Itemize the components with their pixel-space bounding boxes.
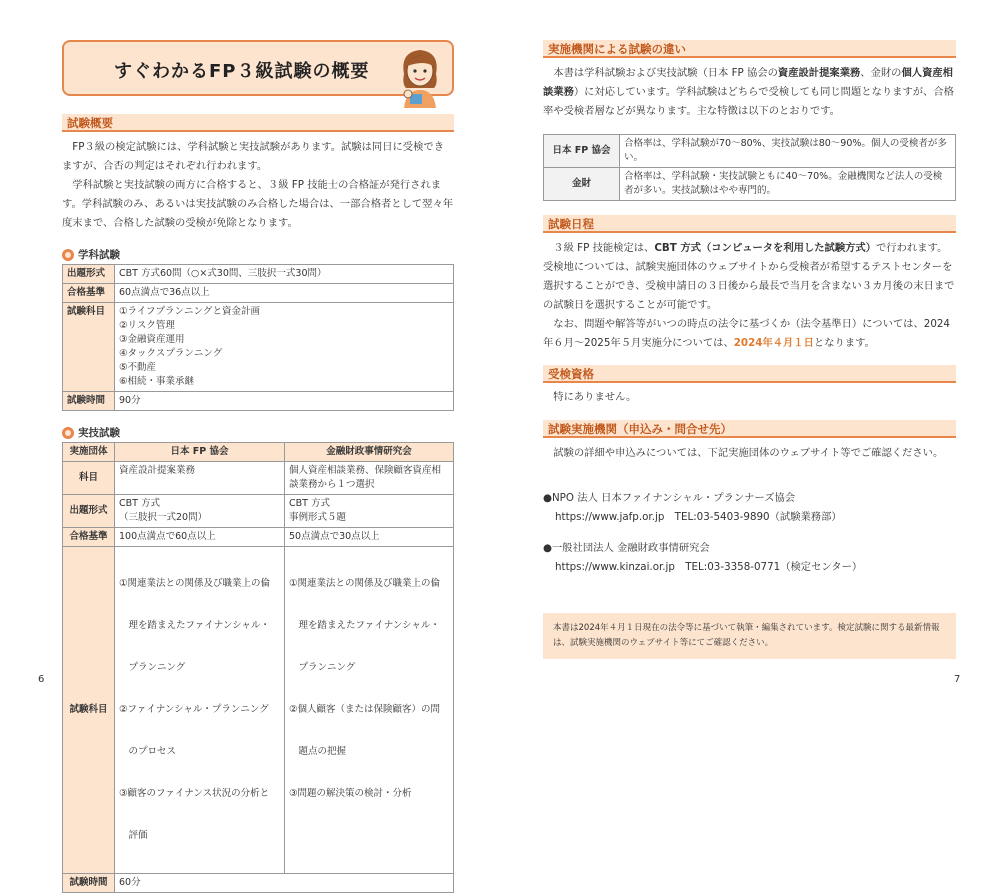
right-page	[500, 0, 1000, 713]
page-title: すぐわかるFP３級試験の概要	[114, 61, 370, 82]
overview-paragraph-2: 学科試験と実技試験の両方に合格すると、３級 FP 技能士の合格証が発行されます。学科試験のみ、あるいは実技試験のみ合格した場合は、一部合格者として翌々年度末まで、合格した試験の受検が免除となります。	[62, 179, 454, 229]
left-page	[0, 0, 500, 888]
jitsugi-subheading: 実技試験	[62, 425, 120, 441]
page-number: 6	[38, 674, 45, 685]
eligibility-text: 特にありません。	[553, 391, 637, 403]
subject-list: ①ライフプランニングと資金計画 ②リスク管理 ③金融資産運用 ④タックスプランニング ⑤不動産 ⑥相続・事業承継	[115, 303, 454, 392]
table-row: 出題形式 CBT 方式60問（○×式30問、三肢択一式30問）	[63, 265, 454, 284]
contacts-list	[543, 489, 956, 577]
table-row: 試験時間 60分	[63, 874, 454, 893]
section-heading-schedule: 試験日程	[543, 215, 956, 233]
gakka-subheading: 学科試験	[62, 247, 120, 263]
section-heading-exam-overview: 試験概要	[62, 114, 454, 132]
legal-note: 本書は2024年４月１日現在の法令等に基づいて執筆・編集されています。検定試験に関する最新情報は、試験実施機関のウェブサイト等にてご確認ください。	[543, 613, 956, 659]
bullet-circle-icon	[62, 427, 74, 439]
woman-illustration-icon	[394, 44, 446, 108]
table-row: 合格基準 100点満点で60点以上 50点満点で30点以上	[63, 528, 454, 547]
gakka-table	[62, 264, 454, 411]
overview-paragraph-1: FP３級の検定試験には、学科試験と実技試験があります。試験は同日に受検できますが、合否の判定はそれぞれ行われます。	[62, 141, 444, 172]
org-comparison-table	[543, 134, 956, 201]
contacts-intro: 試験の詳細や申込みについては、下記実施団体のウェブサイト等でご確認ください。	[553, 447, 944, 459]
table-row: 試験時間 90分	[63, 392, 454, 411]
table-header-row: 実施団体 日本 FP 協会 金融財政事情研究会	[63, 443, 454, 462]
section-heading-eligibility: 受検資格	[543, 365, 956, 383]
contact-link[interactable]: https://www.kinzai.or.jp TEL:03-3358-0771（検定センター）	[555, 561, 863, 573]
table-row: 試験科目 ①ライフプランニングと資金計画 ②リスク管理 ③金融資産運用 ④タックスプランニング ⑤不動産 ⑥相続・事業承継	[63, 303, 454, 392]
section-heading-org-differences: 実施機関による試験の違い	[543, 40, 956, 58]
jitsugi-table	[62, 442, 454, 893]
table-row: 出題形式 CBT 方式 （三肢択一式20問） CBT 方式 事例形式５題	[63, 495, 454, 528]
schedule-text: ３級 FP 技能検定は、CBT 方式（コンピュータを利用した試験方式）で行われます。受検地については、試験実施団体のウェブサイトから受検者が希望するテストセンターを選択することができ、受検申請日の３日後から最長で当月を含まない３カ月後の末日までの試験日を選択することが可能です。 なお、問題や解答等がいつの時点の法令に基づくか（法令基準日）については、2024年６月～2025年５月実施分については、2024年４月１日となります。	[543, 242, 955, 349]
table-row: 試験科目 ①関連業法との関係及び職業上の倫 理を踏まえたファイナンシャル・ プランニング ②ファイナンシャル・プランニング のプロセス ③顧客のファイナンス状況の分析と 評価 ①関連業法との関係及び職業上の倫 理を踏まえたファイナンシャル・ プランニング ②個人顧客（または保険顧客）の問 題点の把握 ③問題の解決策の検討・分析	[63, 547, 454, 874]
title-banner	[62, 40, 454, 96]
table-row: 日本 FP 協会 合格率は、学科試験が70～80%、実技試験は80～90%。個人の受検者が多い。	[544, 135, 956, 168]
section-heading-contacts: 試験実施機関（申込み・問合せ先）	[543, 420, 956, 438]
contact-link[interactable]: https://www.jafp.or.jp TEL:03-5403-9890（試験業務部）	[555, 511, 842, 523]
bullet-circle-icon	[62, 249, 74, 261]
list-item: ●一般社団法人 金融財政事情研究会	[543, 542, 710, 554]
table-row: 科目 資産設計提案業務 個人資産相談業務、保険顧客資産相 談業務から１つ選択	[63, 462, 454, 495]
org-differences-text: 本書は学科試験および実技試験（日本 FP 協会の資産設計提案業務、金財の個人資産相談業務）に対応しています。学科試験はどちらで受検しても同じ問題となりますが、合格率や受検者層などが異なります。主な特徴は以下のとおりです。	[543, 67, 954, 117]
overview-text	[62, 138, 454, 233]
table-row: 合格基準 60点満点で36点以上	[63, 284, 454, 303]
list-item: ●NPO 法人 日本ファイナンシャル・プランナーズ協会	[543, 492, 796, 504]
page-number: 7	[954, 674, 961, 685]
table-row: 金財 合格率は、学科試験・実技試験ともに40～70%。金融機関など法人の受検者が多い。実技試験はやや専門的。	[544, 168, 956, 201]
